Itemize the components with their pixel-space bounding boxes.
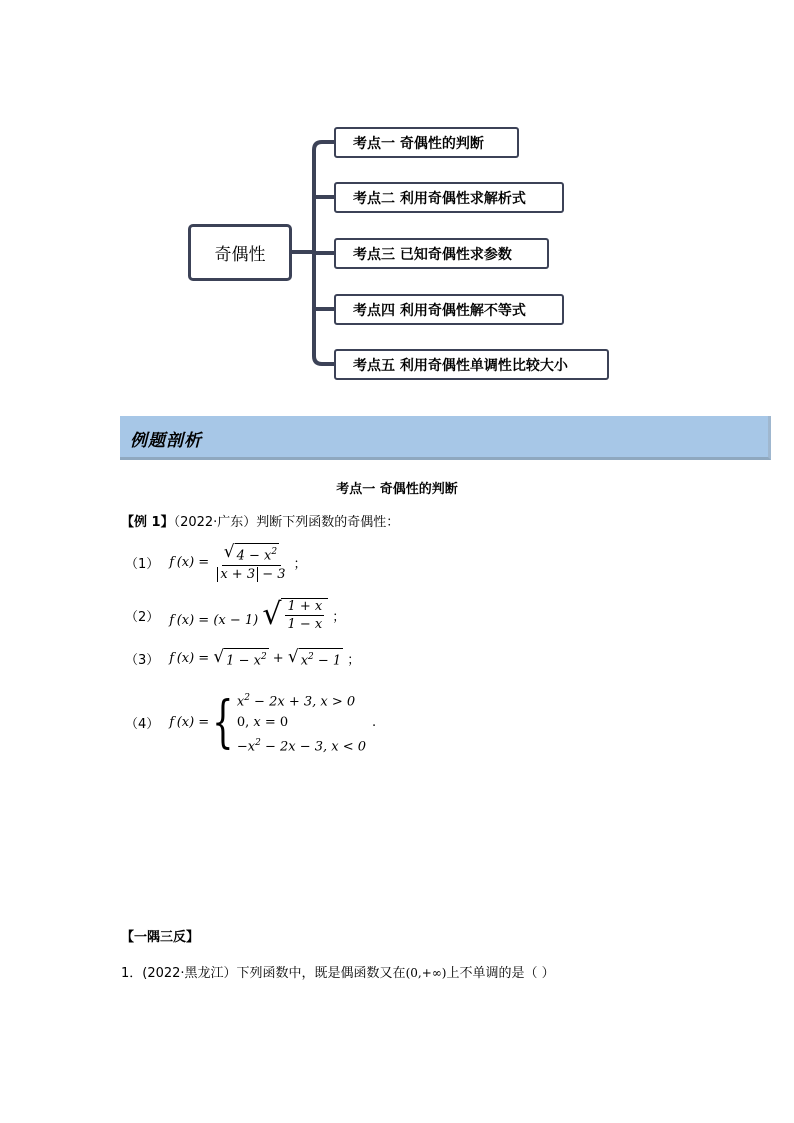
example-item-2: （2） f (x) = (x − 1) √ $\frac{1 + x}{1 - x}$ ； [125, 597, 346, 632]
formula-4: f (x) = { $x^2 - 2x + 3$, x > 0 0, x = 0 $-x^2 - 2x - 3$, x < 0 [169, 689, 367, 755]
formula-2: f (x) = (x − 1) √ $\frac{1 + x}{1 - x}$ [169, 598, 328, 632]
item-number: （1） [125, 557, 160, 573]
question-suffix: 上不单调的是（ ） [446, 966, 555, 981]
mindmap-branch-4: 考点四 利用奇偶性解不等式 [334, 294, 564, 325]
item-number: （3） [125, 653, 160, 669]
section-banner [120, 416, 771, 460]
practice-question-1 [121, 962, 555, 981]
banner-title: 例题剖析 [130, 431, 202, 451]
item-number: （2） [125, 609, 160, 625]
mindmap-branch-5: 考点五 利用奇偶性单调性比较大小 [334, 349, 609, 380]
mindmap-branch-3: 考点三 已知奇偶性求参数 [334, 238, 549, 269]
item-number: （4） [125, 717, 160, 733]
formula-3: f (x) = √ $1 - x^2$ + √ $x^2 - 1$ [169, 647, 342, 669]
mindmap-root: 奇偶性 [188, 224, 292, 281]
question-interval: (0,+∞) [405, 966, 447, 980]
example-header [121, 511, 399, 530]
example-item-1: （1） f (x) = √ $4 - x^2$ x + 3 − 3 ； [125, 542, 307, 583]
practice-header: 【一隅三反】 [121, 930, 200, 945]
example-source: （2022·广东）判断下列函数的奇偶性： [173, 515, 400, 530]
formula-1: f (x) = √ $4 - x^2$ x + 3 − 3 [169, 542, 286, 583]
example-item-4: （4） f (x) = { $x^2 - 2x + 3$, x > 0 0, x = 0 $-x^2 - 2x - 3$, x < 0 . [125, 688, 376, 758]
question-prefix: 1．(2022·黑龙江）下列函数中，既是偶函数又在 [121, 966, 406, 981]
example-label: 【例 1】 [121, 515, 174, 530]
mindmap-branch-2: 考点二 利用奇偶性求解析式 [334, 182, 564, 213]
example-item-3: （3） f (x) = √ $1 - x^2$ + √ $x^2 - 1$ ； [125, 647, 361, 669]
mindmap-branch-1: 考点一 奇偶性的判断 [334, 127, 519, 158]
section-title: 考点一 奇偶性的判断 [336, 482, 458, 497]
